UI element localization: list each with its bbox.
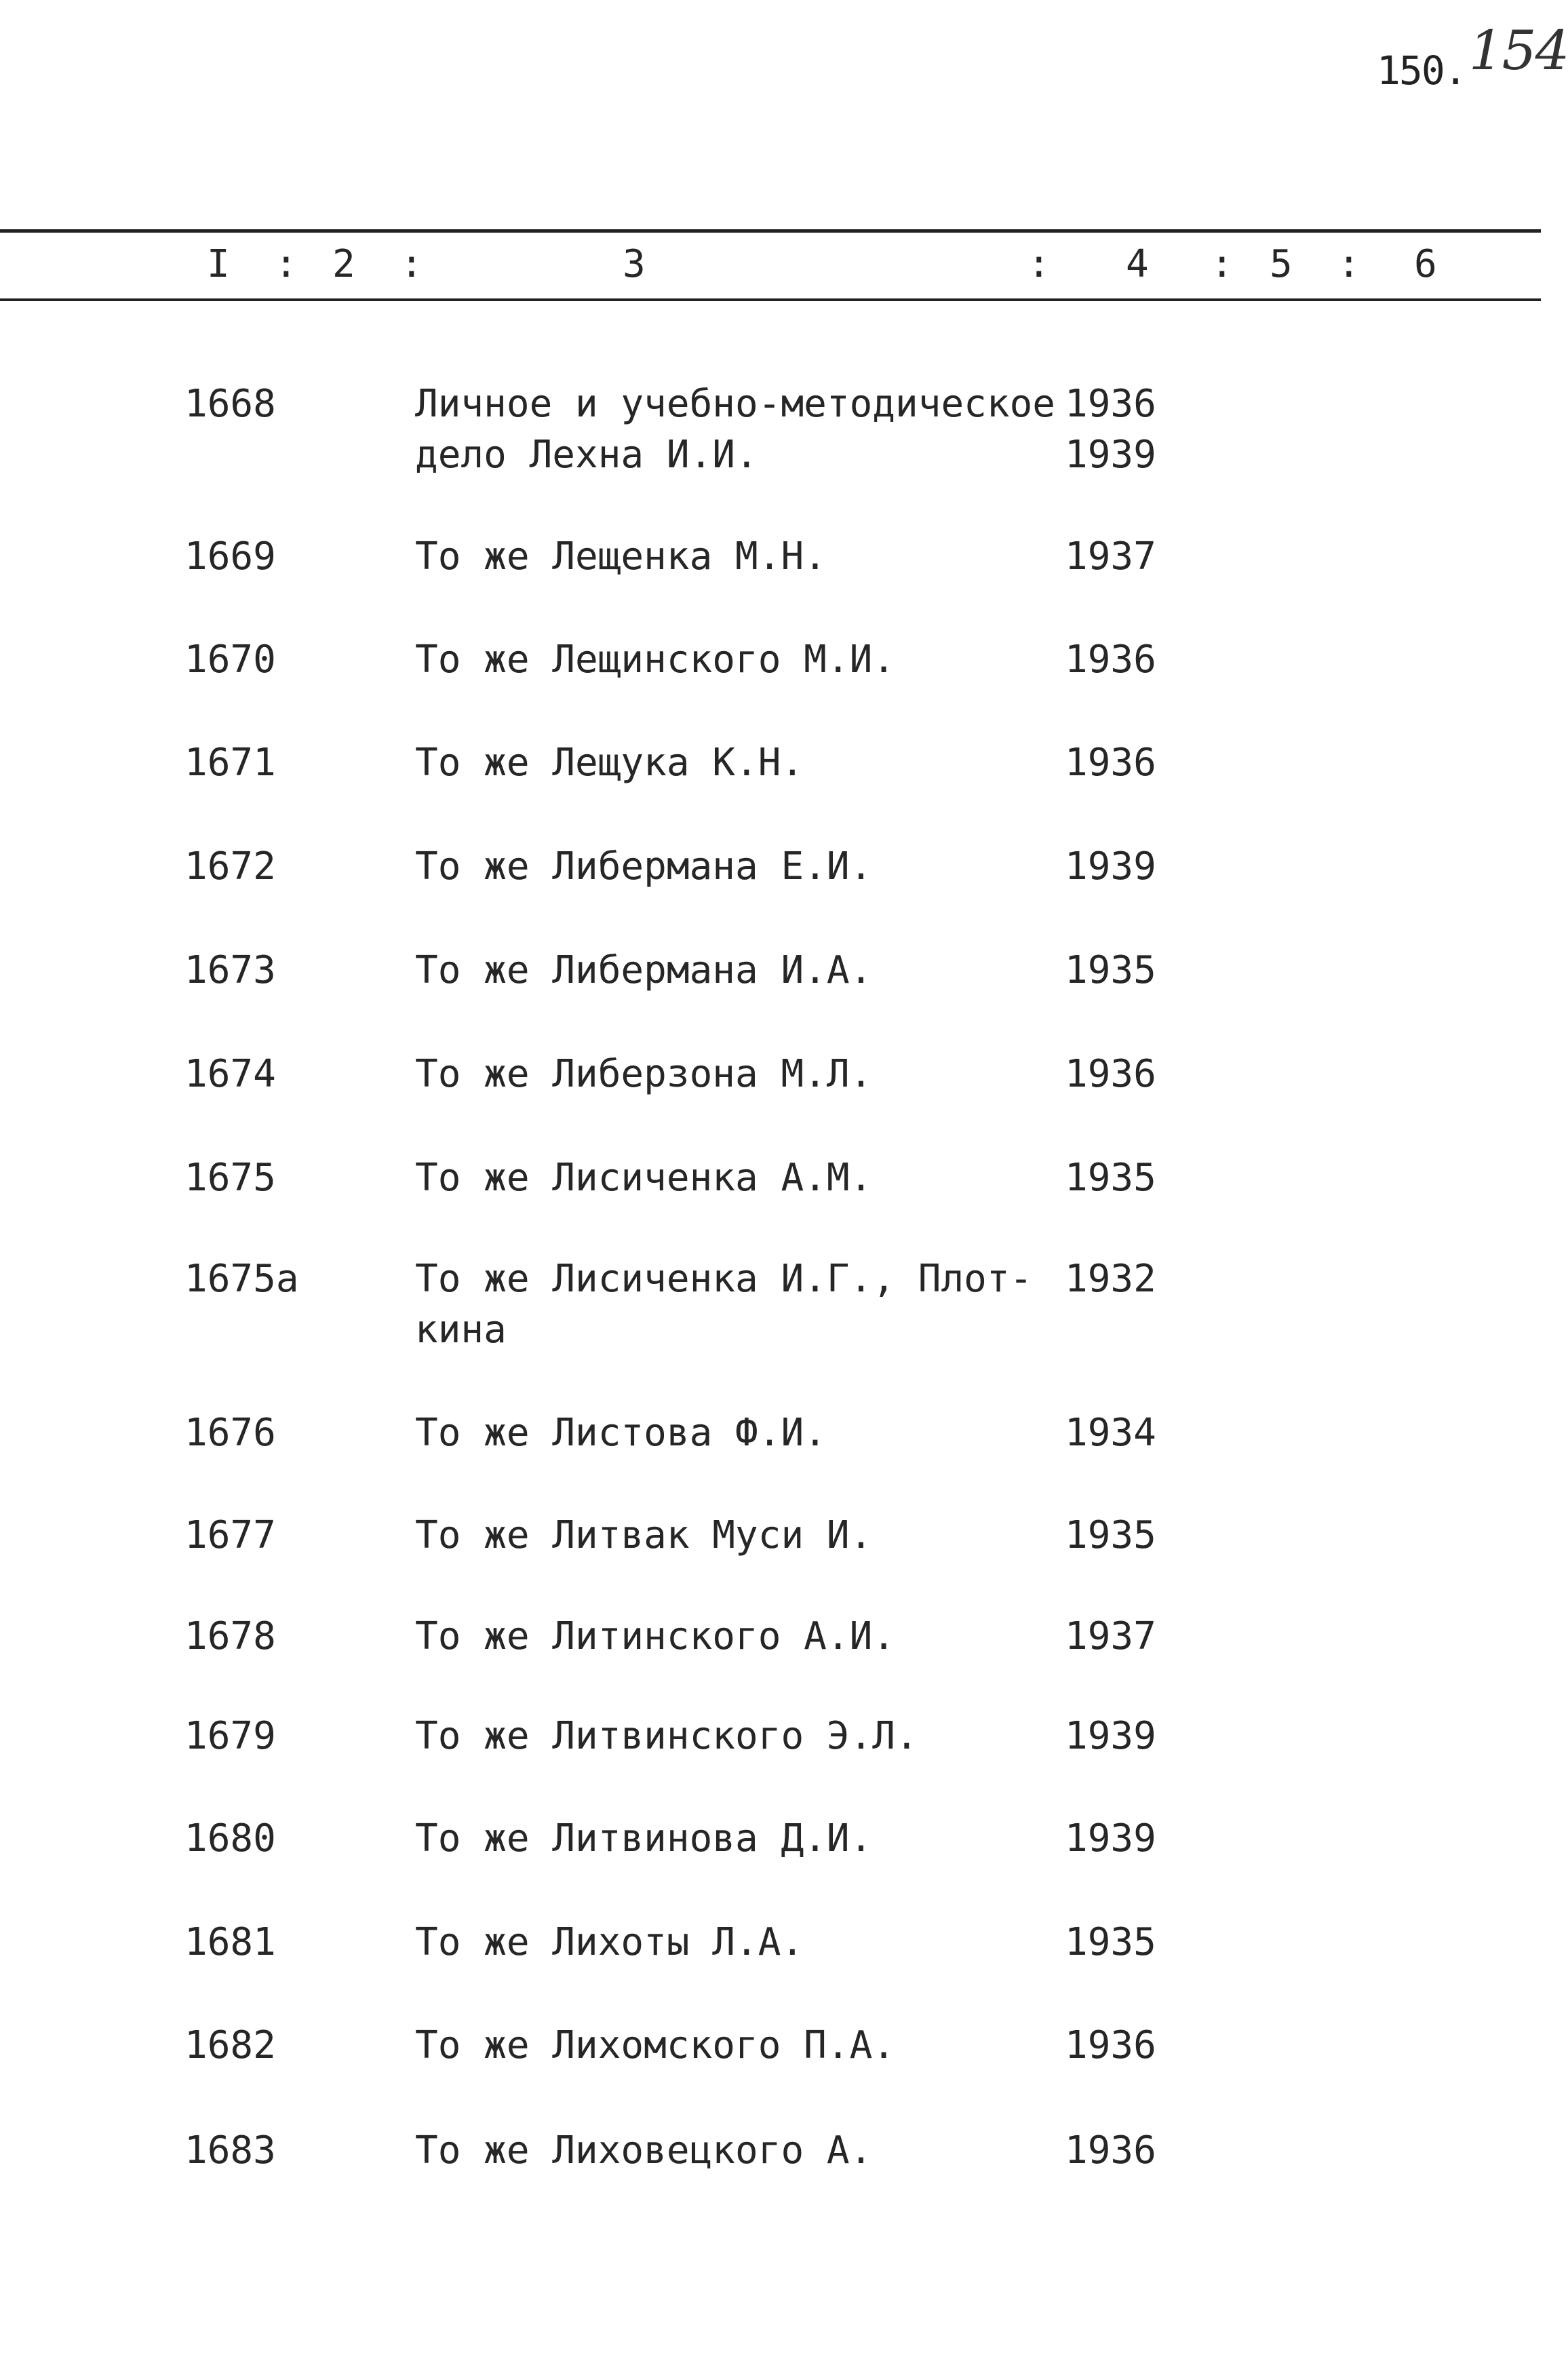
- file-number: 1677: [184, 1513, 276, 1557]
- file-number: 1680: [184, 1816, 276, 1861]
- file-title: То же Лещинского М.И.: [415, 638, 896, 682]
- file-dates: 1939: [1065, 1816, 1156, 1861]
- file-number: 1674: [184, 1052, 276, 1096]
- file-title: Личное и учебно-методическое дело Лехна И.И.: [415, 382, 1056, 477]
- file-title: То же Литвак Муси И.: [415, 1513, 873, 1557]
- file-title: То же Лихомского П.А.: [415, 2023, 896, 2067]
- file-title: То же Лещука К.Н.: [415, 741, 804, 785]
- column-header-4: 4: [1126, 242, 1149, 286]
- file-title: То же Либермана Е.И.: [415, 844, 873, 889]
- file-dates: 1935: [1065, 948, 1156, 992]
- column-header-row: [0, 244, 1541, 285]
- file-number: 1675а: [184, 1257, 299, 1301]
- file-title: То же Либермана И.А.: [415, 948, 873, 992]
- column-separator: :: [400, 242, 423, 286]
- file-dates: 1936: [1065, 1052, 1156, 1096]
- page-number: [1377, 19, 1568, 97]
- file-number: 1673: [184, 948, 276, 992]
- file-number: 1682: [184, 2023, 276, 2067]
- column-header-5: 5: [1270, 242, 1293, 286]
- column-separator: :: [275, 242, 298, 286]
- file-number: 1675: [184, 1156, 276, 1200]
- column-header-2: 2: [332, 242, 355, 286]
- column-header-1: I: [207, 242, 230, 286]
- file-title: То же Лещенка М.Н.: [415, 534, 827, 579]
- column-separator: :: [1337, 242, 1360, 286]
- file-title: То же Либерзона М.Л.: [415, 1052, 873, 1096]
- file-number: 1670: [184, 638, 276, 682]
- file-number: 1676: [184, 1411, 276, 1455]
- file-number: 1683: [184, 2128, 276, 2173]
- file-title: То же Лисиченка И.Г., Плот- кина: [415, 1257, 1033, 1352]
- column-header-3: 3: [623, 242, 646, 286]
- file-number: 1668: [184, 382, 276, 426]
- file-number: 1679: [184, 1714, 276, 1758]
- column-separator: :: [1211, 242, 1234, 286]
- header-top-rule: [0, 229, 1541, 233]
- file-title: То же Лиховецкого А.: [415, 2128, 873, 2173]
- header-bottom-rule: [0, 298, 1541, 301]
- file-dates: 1936: [1065, 638, 1156, 682]
- file-dates: 1935: [1065, 1920, 1156, 1964]
- column-separator: :: [1027, 242, 1051, 286]
- file-title: То же Лисиченка А.М.: [415, 1156, 873, 1200]
- file-title: То же Лихоты Л.А.: [415, 1920, 804, 1964]
- file-dates: 1939: [1065, 1714, 1156, 1758]
- file-dates: 1934: [1065, 1411, 1156, 1455]
- file-dates: 1939: [1065, 844, 1156, 889]
- page-number-handwritten: 154: [1468, 19, 1568, 82]
- file-dates: 1937: [1065, 1614, 1156, 1658]
- file-dates: 1935: [1065, 1513, 1156, 1557]
- file-dates: 1936 1939: [1065, 382, 1156, 477]
- file-number: 1672: [184, 844, 276, 889]
- file-title: То же Литинского А.И.: [415, 1614, 896, 1658]
- file-dates: 1935: [1065, 1156, 1156, 1200]
- file-dates: 1936: [1065, 2023, 1156, 2067]
- page-number-printed: 150.: [1377, 47, 1466, 94]
- file-dates: 1937: [1065, 534, 1156, 579]
- column-header-6: 6: [1414, 242, 1437, 286]
- file-dates: 1936: [1065, 741, 1156, 785]
- file-number: 1669: [184, 534, 276, 579]
- file-dates: 1936: [1065, 2128, 1156, 2173]
- file-title: То же Листова Ф.И.: [415, 1411, 827, 1455]
- file-title: То же Литвинова Д.И.: [415, 1816, 873, 1861]
- file-title: То же Литвинского Э.Л.: [415, 1714, 918, 1758]
- file-number: 1678: [184, 1614, 276, 1658]
- file-dates: 1932: [1065, 1257, 1156, 1301]
- file-number: 1671: [184, 741, 276, 785]
- file-number: 1681: [184, 1920, 276, 1964]
